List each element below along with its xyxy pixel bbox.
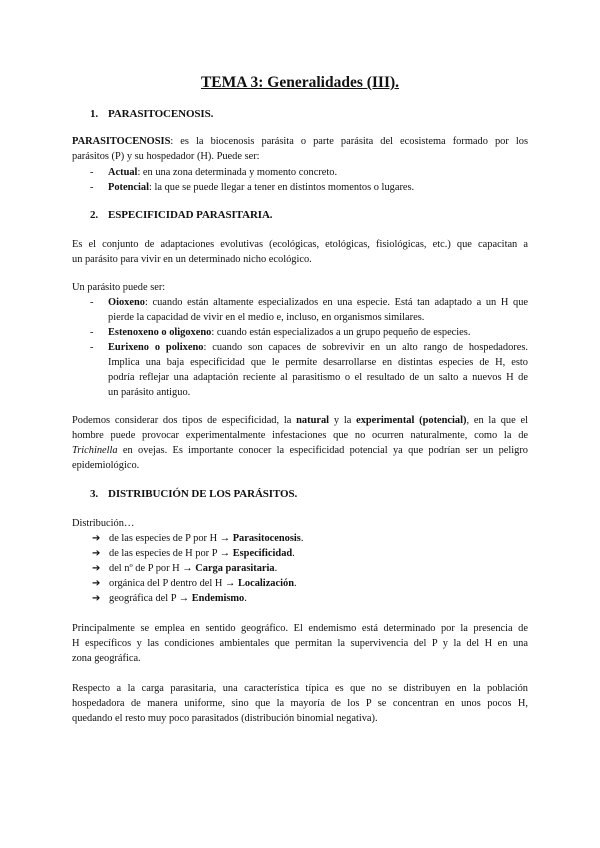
arrow-list-item [92,561,277,576]
arrow-list-item [92,591,247,606]
item-term: Potencial [108,182,149,193]
parasitocenosis-definition [72,134,528,164]
paragraph-line: Respecto a la carga parasitaria, una característica típica es que no se distribuyen en la población [72,683,528,694]
item-term: Estenoxeno o oligoxeno [108,327,212,338]
parasite-types-intro: Un parásito puede ser: [72,282,166,293]
definition-term: PARASITOCENOSIS [72,136,171,147]
specificity-definition [72,237,528,267]
item-term: Parasitocenosis [232,533,301,544]
item-term: Localización [237,578,294,589]
paragraph-line: quedando el resto muy poco parasitados (distribución binomial negativa). [72,713,378,724]
arrow-list-item [92,546,295,561]
section-1-heading [90,108,213,120]
species-name: Trichinella [72,445,118,456]
paragraph-line: hombre puede provocar experimentalmente infestaciones que no ocurren naturalmente, como la de [72,430,528,441]
section-3-title: DISTRIBUCIÓN DE LOS PARÁSITOS. [108,488,298,500]
item-end: . [293,578,297,589]
item-end: . [244,593,247,604]
item-text-2: Implica una baja especificidad que le permite desarrollarse en distintas especies de H, esto [108,357,528,368]
item-end: . [274,563,278,574]
paragraph-text: en ovejas. Es importante conocer la especificidad potencial ya que podrían ser un peligro [117,445,528,456]
parasite-load-paragraph [72,681,528,726]
item-text: : cuando están altamente especializados en una especie. Está tan adaptado a un H que [144,297,528,308]
endemism-paragraph [72,621,528,666]
item-end: . [292,548,295,559]
dash-bullet: - [90,342,94,353]
item-end: . [300,533,304,544]
item-text-2: pierde la capacidad de vivir en el medio e, incluso, en organismos similares. [108,312,425,323]
arrow-bullet-icon: ➔ [92,533,101,544]
item-term: Especificidad [232,548,293,559]
paragraph-line: epidemiológico. [72,460,140,471]
arrow-bullet-icon: ➔ [92,578,101,589]
item-text: : cuando son capaces de sobrevivir en un alto rango de hospedadores. [203,342,528,353]
term-experimental: experimental (potencial) [356,415,467,426]
paragraph-text: , en la que el [466,415,528,426]
page-title: TEMA 3: Generalidades (III). [200,74,400,91]
paragraph-text: y la [329,415,357,426]
item-text-3: podría reflejar una adaptación reciente al parasitismo o el resultado de un salto a nuevos H de [108,372,528,383]
item-text: : la que se puede llegar a tener en distintos momentos o lugares. [148,182,415,193]
dash-bullet: - [90,297,94,308]
dash-bullet: - [90,327,94,338]
arrow-bullet-icon: ➔ [92,563,101,574]
paragraph-line: Principalmente se emplea en sentido geográfico. El endemismo está determinado por la presencia de [72,623,528,634]
item-term: Endemismo [191,593,245,604]
specificity-types-paragraph [72,413,528,473]
distribution-intro: Distribución… [72,518,135,529]
section-3-number: 3. [90,488,99,500]
paragraph-line: hospedadora de manera uniforme, sino que la mayoría de los P se concentran en unos pocos H, [72,698,528,709]
item-text-4: un parásito antiguo. [108,387,191,398]
section-2-heading [90,209,272,221]
item-term: Oioxeno [108,297,145,308]
item-text: geográfica del P → [109,593,192,604]
section-2-number: 2. [90,209,99,221]
definition-text: : es la biocenosis parásita o parte parásita del ecosistema formado por los [170,136,528,147]
paragraph-line: zona geográfica. [72,653,141,664]
item-term: Actual [108,167,138,178]
item-term: Eurixeno o polixeno [108,342,204,353]
item-text: de las especies de H por P → [109,548,233,559]
item-term: Carga parasitaria [195,563,275,574]
arrow-list-item [92,531,303,546]
dash-bullet: - [90,182,94,193]
arrow-bullet-icon: ➔ [92,548,101,559]
item-text: : cuando están especializados a un grupo pequeño de especies. [211,327,471,338]
paragraph-line: un parásito para vivir en un determinado nicho ecológico. [72,254,312,265]
paragraph-line: Es el conjunto de adaptaciones evolutivas (ecológicas, etológicas, fisiológicas, etc.) que capacitan a [72,239,528,250]
paragraph-text: Podemos considerar dos tipos de especificidad, la [72,415,297,426]
definition-text-2: parásitos (P) y su hospedador (H). Puede ser: [72,151,260,162]
item-text: del nº de P por H → [109,563,196,574]
arrow-list-item [92,576,297,591]
section-1-number: 1. [90,108,99,120]
item-text: de las especies de P por H → [109,533,233,544]
item-text: : en una zona determinada y momento concreto. [137,167,338,178]
section-1-title: PARASITOCENOSIS. [108,108,214,120]
term-natural: natural [296,415,330,426]
paragraph-line: H específicos y las condiciones ambientales que permitan la supervivencia del P y la del H en una [72,638,528,649]
section-3-heading [90,488,297,500]
dash-bullet: - [90,167,94,178]
item-text: orgánica del P dentro del H → [109,578,238,589]
arrow-bullet-icon: ➔ [92,593,101,604]
section-2-title: ESPECIFICIDAD PARASITARIA. [108,209,273,221]
